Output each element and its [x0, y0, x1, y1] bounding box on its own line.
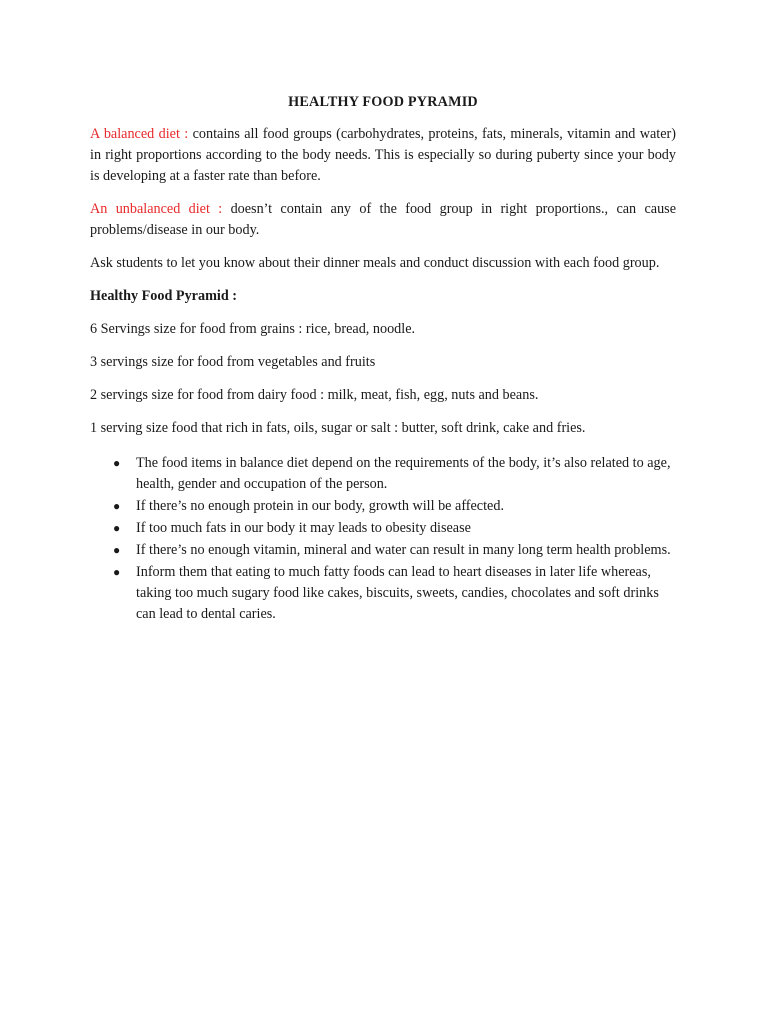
bullet-text: Inform them that eating to much fatty foods can lead to heart diseases in later life whereas, taking too much sugary food like cakes, biscuits, sweets, candies, chocolates and soft drinks can lead to dental caries. [136, 564, 659, 622]
unbalanced-diet-text: doesn’t contain any of the food group in right proportions., can cause problems/disease in our body. [90, 201, 677, 238]
list-item [90, 518, 676, 539]
document-title: HEALTHY FOOD PYRAMID [288, 94, 478, 110]
bullet-icon: ● [113, 456, 121, 470]
serving-grains: 6 Servings size for food from grains : rice, bread, noodle. [90, 321, 416, 337]
bullet-icon: ● [113, 543, 121, 557]
serving-dairy-protein: 2 servings size for food from dairy food : milk, meat, fish, egg, nuts and beans. [90, 387, 539, 403]
serving-fats-sugar: 1 serving size food that rich in fats, oils, sugar or salt : butter, soft drink, cake and fries. [90, 420, 586, 436]
bullet-text: The food items in balance diet depend on the requirements of the body, it’s also related to age, health, gender and occupation of the person. [136, 455, 671, 492]
balanced-diet-term: A balanced diet : [90, 126, 189, 142]
list-item [90, 453, 676, 495]
bullet-text: If there’s no enough protein in our body, growth will be affected. [136, 498, 504, 514]
list-item [90, 496, 676, 517]
discussion-paragraph: Ask students to let you know about their dinner meals and conduct discussion with each food group. [90, 255, 660, 271]
bullet-icon: ● [113, 521, 121, 535]
balanced-diet-paragraph [90, 124, 676, 187]
document-page [90, 92, 676, 626]
balanced-diet-text: contains all food groups (carbohydrates, proteins, fats, minerals, vitamin and water) in right proportions according to the body needs. This is especially so during puberty since your body is developing at a faster rate than before. [90, 126, 676, 184]
serving-vegetables-fruits: 3 servings size for food from vegetables and fruits [90, 354, 376, 370]
list-item [90, 540, 676, 561]
pyramid-heading: Healthy Food Pyramid : [90, 288, 237, 304]
bullet-text: If too much fats in our body it may leads to obesity disease [136, 520, 471, 536]
bullet-icon: ● [113, 499, 121, 513]
bullet-icon: ● [113, 565, 121, 579]
list-item [90, 562, 676, 625]
bullet-text: If there’s no enough vitamin, mineral and water can result in many long term health problems. [136, 542, 671, 558]
bullet-list [90, 453, 676, 625]
unbalanced-diet-term: An unbalanced diet : [90, 201, 223, 217]
unbalanced-diet-paragraph [90, 199, 676, 241]
